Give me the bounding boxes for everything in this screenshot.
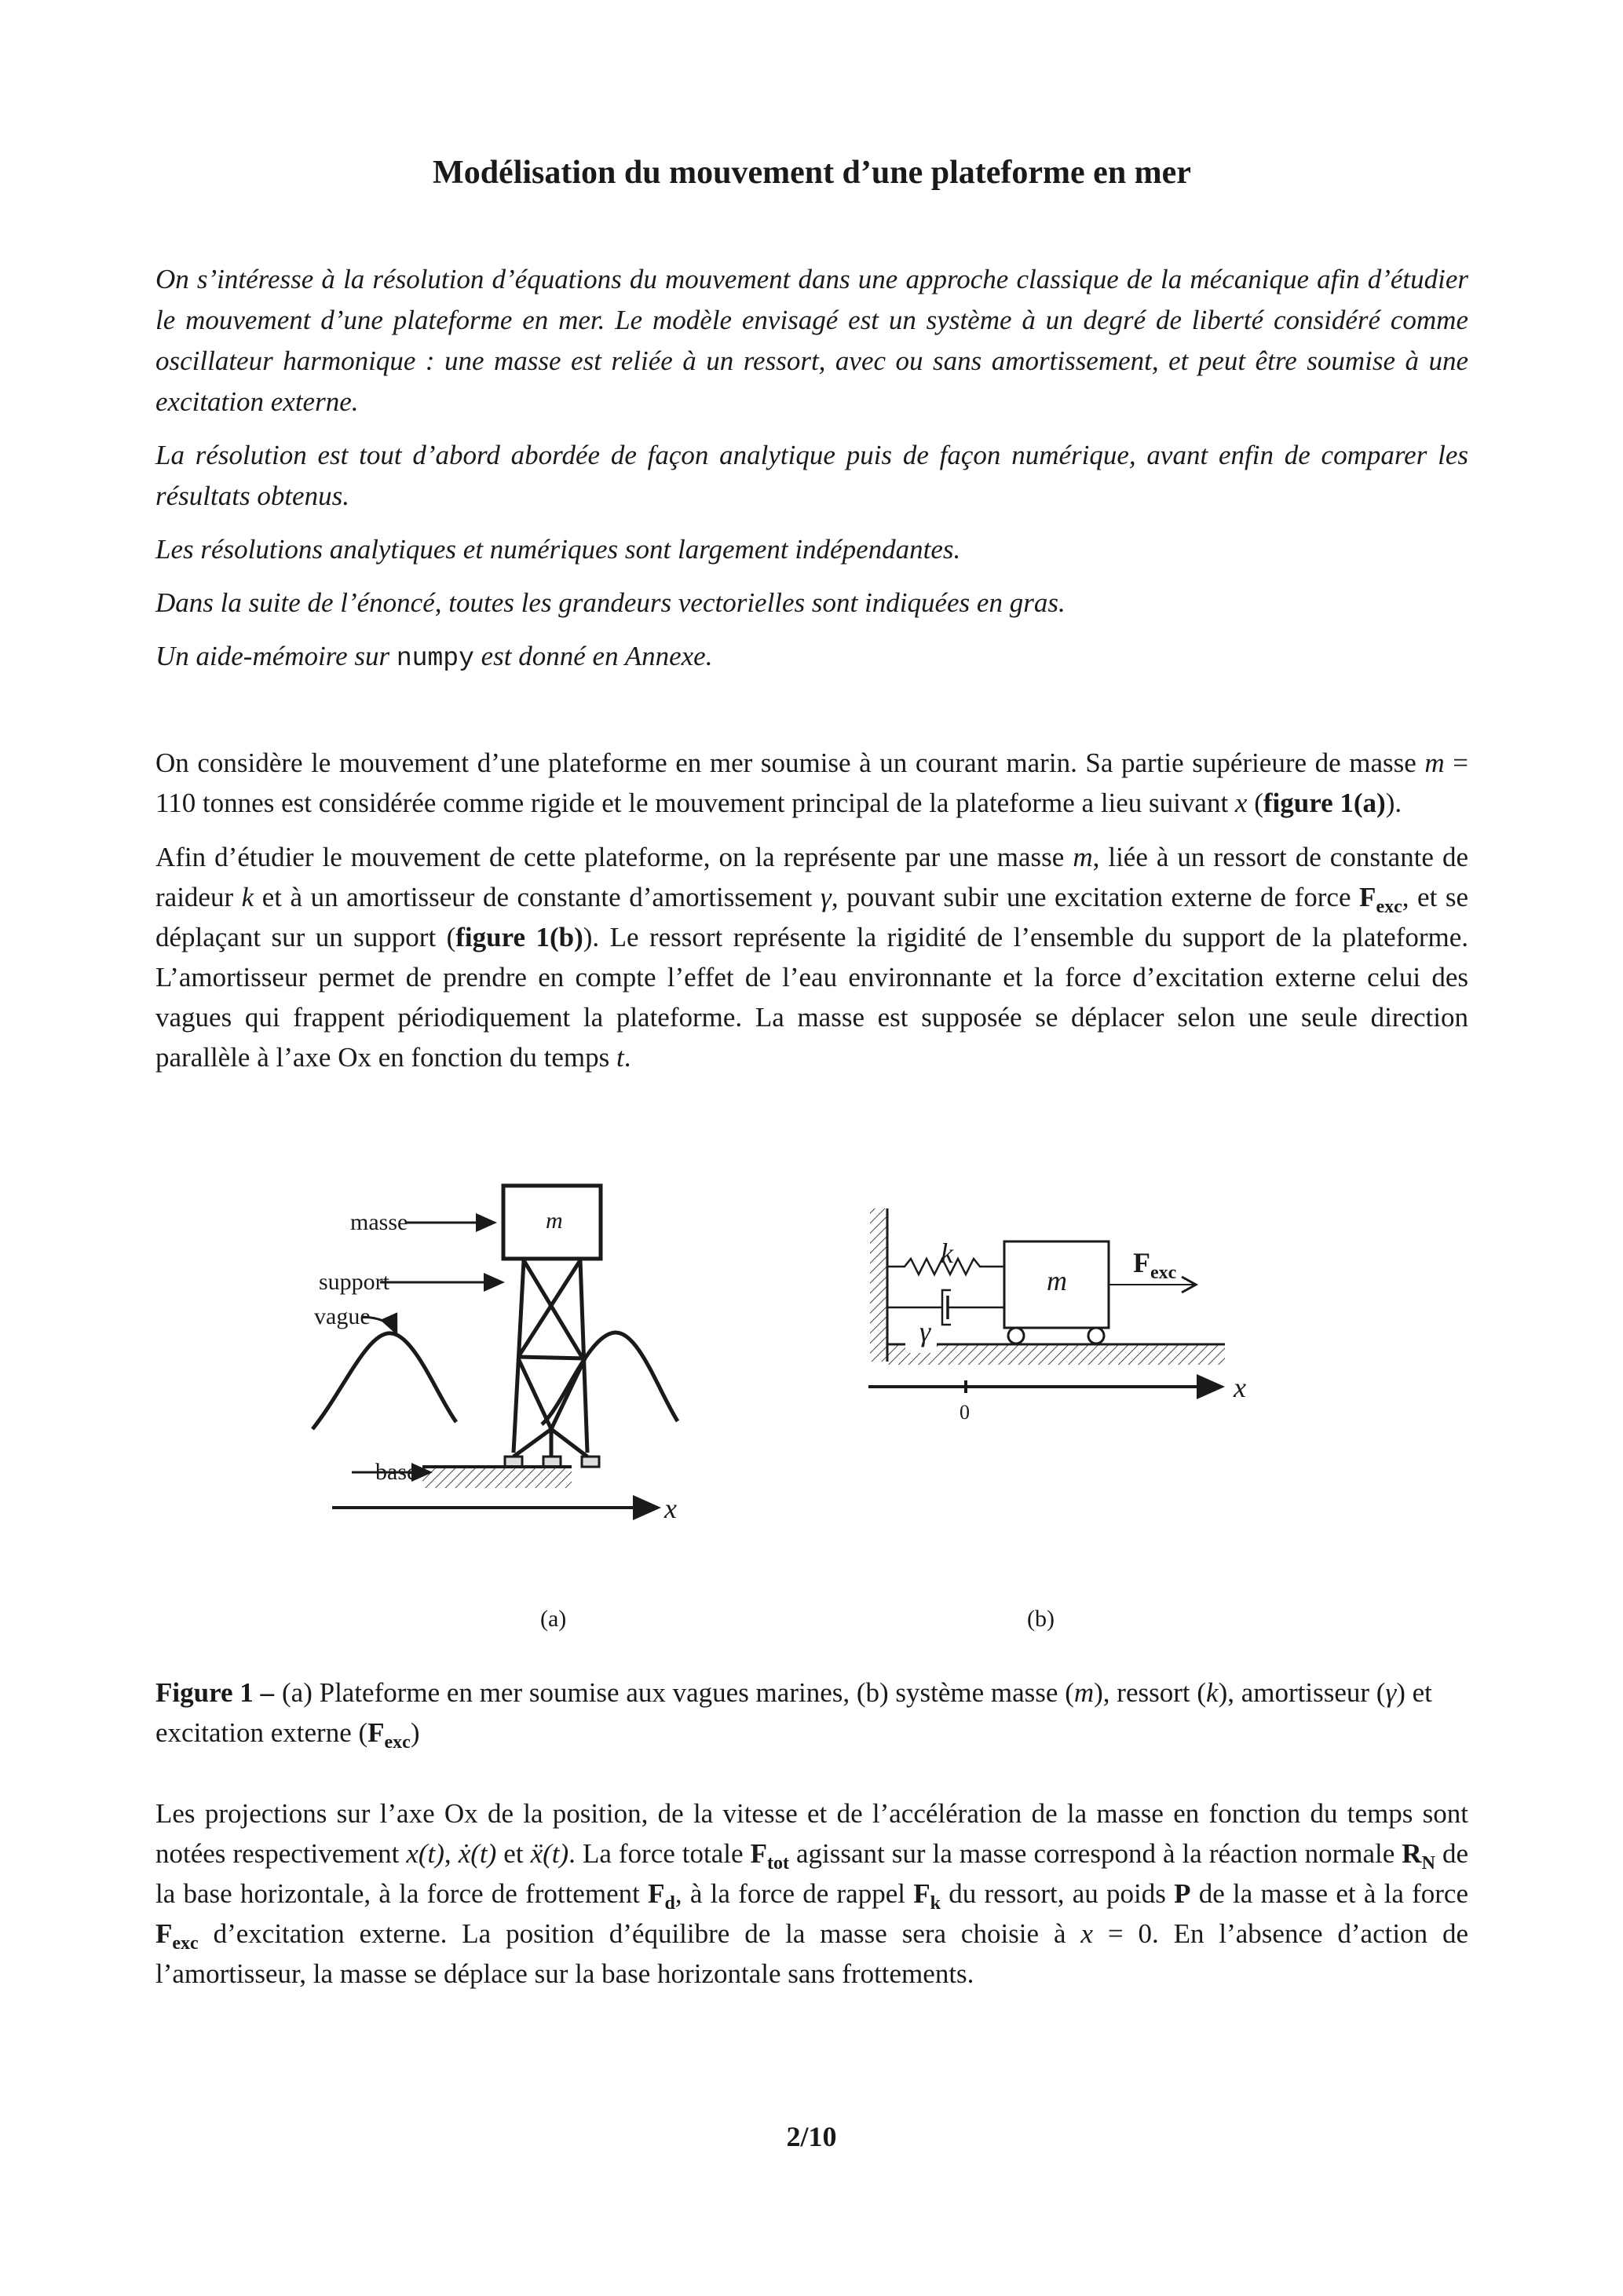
intro-paragraph-2: La résolution est tout d’abord abordée de façon analytique puis de façon numérique, avant enfin de comparer les résultats obtenus. (155, 440, 1468, 511)
caption-label: Figure 1 – (155, 1677, 275, 1708)
var-t: t (616, 1042, 624, 1073)
text: , à la force de rappel (674, 1878, 914, 1909)
subscript-exc: exc (1376, 897, 1402, 917)
var-gamma: γ (821, 882, 832, 912)
text: , et se déplaçant sur un support ( (155, 882, 1468, 952)
subscript-exc: exc (1150, 1263, 1177, 1283)
sublabel-b: (b) (1027, 1606, 1055, 1632)
var-x-t: x(t) (406, 1838, 444, 1869)
var-x: x (1080, 1918, 1093, 1949)
vector-F: F (750, 1838, 767, 1869)
text: Les projections sur l’axe Ox de la position, de la vitesse et de l’accélération de la masse en fonction du temps sont notées respectivement (155, 1798, 1468, 1869)
paragraph-model (155, 837, 1468, 1077)
var-k: k (241, 882, 254, 912)
mass-spring-damper-diagram (868, 1208, 1225, 1393)
axis-x-b: x (1234, 1372, 1246, 1403)
figure-ref-1a: figure 1(a) (1263, 788, 1386, 818)
text: est donné en Annexe. (473, 641, 713, 671)
label-masse: masse (350, 1209, 408, 1235)
page-number: 2/10 (786, 2121, 837, 2152)
vector-F: F (648, 1878, 665, 1909)
text: ) (410, 1717, 420, 1748)
figure-ref-1b: figure 1(b) (455, 922, 583, 952)
figure-1-diagram (155, 1178, 1468, 1649)
axis-x-a: x (664, 1493, 677, 1524)
vector-F: F (367, 1717, 385, 1748)
sublabel-a: (a) (540, 1606, 567, 1632)
text: = 110 tonnes est considérée comme rigide et le mouvement principal de la plateforme a lieu suivant (155, 748, 1469, 818)
label-base: base (375, 1459, 418, 1485)
figure-1 (155, 1178, 1468, 1649)
page-title: Modélisation du mouvement d’une plateforme en mer (433, 155, 1191, 191)
subscript-exc: exc (172, 1933, 199, 1954)
var-m: m (1073, 842, 1093, 872)
text: et (496, 1838, 531, 1869)
vector-F: F (1133, 1247, 1150, 1278)
intro-paragraph-5 (155, 636, 1468, 679)
axis-origin: 0 (960, 1401, 970, 1424)
label-Fexc (1133, 1246, 1177, 1283)
label-gamma: γ (919, 1316, 931, 1347)
subscript-k: k (930, 1893, 941, 1914)
text: = 0. En l’absence d’action de l’amortisseur, la masse se déplace sur la base horizontale sans frottements. (155, 1918, 1468, 1989)
text: ) et excitation externe ( (155, 1677, 1432, 1748)
var-x: x (1234, 788, 1248, 818)
vector-F: F (1359, 882, 1376, 912)
intro-paragraph-1: On s’intéresse à la résolution d’équations du mouvement dans une approche classique de la mécanique afin d’étudier le mouvement d’une plateforme en mer. Le modèle envisagé est un système à un degré de liberté considéré comme oscillateur harmonique : une masse est reliée à un ressort, avec ou sans amortissement, et peut être soumise à une excitation externe. (155, 264, 1468, 417)
text: (a) Plateforme en mer soumise aux vagues marines, (b) système masse ( (282, 1677, 1074, 1708)
var-m: m (1424, 748, 1445, 778)
vector-R: R (1402, 1838, 1422, 1869)
intro-paragraph-4: Dans la suite de l’énoncé, toutes les grandeurs vectorielles sont indiquées en gras. (155, 587, 1066, 618)
text: Un aide-mémoire sur (155, 641, 397, 671)
label-k: k (941, 1238, 953, 1269)
paragraph-platform (155, 743, 1468, 823)
text: , liée à un ressort de constante de raideur (155, 842, 1468, 912)
label-vague: vague (314, 1303, 371, 1329)
subscript-N: N (1421, 1853, 1435, 1874)
text: . La force totale (568, 1838, 751, 1869)
intro-paragraph-3: Les résolutions analytiques et numériques sont largement indépendantes. (155, 534, 961, 565)
var-gamma: γ (1385, 1677, 1397, 1708)
vector-F: F (913, 1878, 930, 1909)
vector-P: P (1174, 1878, 1191, 1909)
subscript-tot: tot (766, 1853, 789, 1874)
label-m-a: m (546, 1208, 563, 1234)
code-numpy: numpy (396, 644, 474, 673)
subscript-exc: exc (384, 1732, 411, 1753)
text: . (623, 1042, 631, 1073)
text: agissant sur la masse correspond à la réaction normale (788, 1838, 1402, 1869)
vector-F: F (155, 1918, 173, 1949)
text: Afin d’étudier le mouvement de cette plateforme, on la représente par une masse (155, 842, 1073, 872)
text: , (444, 1838, 459, 1869)
paragraph-forces (155, 1793, 1468, 1994)
var-m: m (1073, 1677, 1095, 1708)
label-support: support (319, 1269, 389, 1295)
var-xdot-t: ẋ(t) (458, 1838, 497, 1869)
text: ). Le ressort représente la rigidité de l’ensemble du support de la plateforme. L’amortisseur permet de prendre en compte l’effet de l’eau environnante et la force d’excitation externe celui des vagues qui frappent périodiquement la plateforme. La masse est supposée se déplacer selon une seule direction parallèle à l’axe Ox en fonction du temps (155, 922, 1468, 1073)
text: On considère le mouvement d’une plateforme en mer soumise à un courant marin. Sa partie supérieure de masse (155, 748, 1425, 778)
text: ), ressort ( (1094, 1677, 1207, 1708)
text: de la base horizontale, à la force de frottement (155, 1838, 1468, 1909)
text: , pouvant subir une excitation externe de force (831, 882, 1360, 912)
figure-caption (155, 1673, 1468, 1753)
text: d’excitation externe. La position d’équilibre de la masse sera choisie à (198, 1918, 1081, 1949)
var-k: k (1206, 1677, 1219, 1708)
text: de la masse et à la force (1190, 1878, 1468, 1909)
text: ), amortisseur ( (1218, 1677, 1386, 1708)
subscript-d: d (664, 1893, 675, 1914)
var-xddot-t: ẍ(t) (530, 1838, 569, 1869)
section-notation (155, 1793, 1468, 2008)
intro-block (155, 259, 1468, 692)
section-description (155, 743, 1468, 1091)
text: du ressort, au poids (940, 1878, 1175, 1909)
label-m-b: m (1047, 1265, 1067, 1296)
text: et à un amortisseur de constante d’amortissement (254, 882, 821, 912)
text: ). (1385, 788, 1402, 818)
text: ( (1247, 788, 1263, 818)
